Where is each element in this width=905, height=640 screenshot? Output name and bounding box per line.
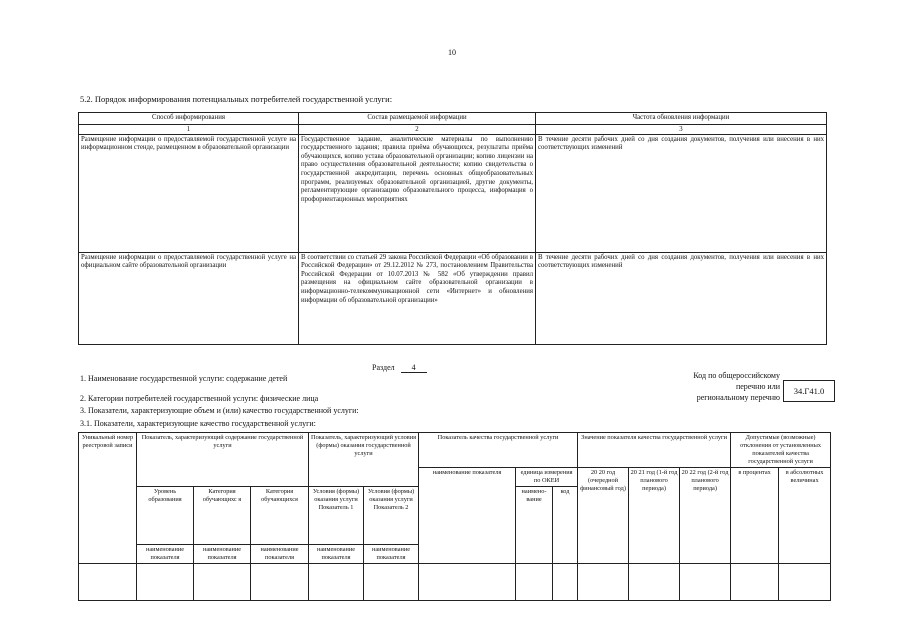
table-row — [79, 564, 831, 601]
quality-indicators-title: 3.1. Показатели, характеризующие качество государственной услуги: — [80, 419, 316, 428]
col-in-percent: в процентах — [731, 468, 779, 564]
col-unique: Уникальный номер реестровой записи — [79, 433, 137, 564]
row1-frequency: В течение десяти рабочих дней со дня создания документов, получения или внесения в них соответствующих изменений — [536, 134, 827, 252]
okv-label — [660, 370, 780, 403]
sub-condition1: Условия (формы) оказания услуги Показатель 1 — [309, 487, 364, 545]
okv-line2: перечню или — [735, 382, 780, 391]
razdel-label: Раздел — [372, 363, 395, 372]
sub-name-1: наименование показателя — [137, 545, 194, 564]
quality-table — [78, 432, 831, 601]
page-number: 10 — [448, 48, 456, 57]
service-name: 1. Наименование государственной услуги: содержание детей — [80, 374, 288, 383]
col-unit-code: код — [553, 487, 578, 564]
sub-name-4: наименование показателя — [309, 545, 364, 564]
informing-table — [78, 112, 827, 345]
sub-category1: Категория обучающихс я — [194, 487, 251, 545]
row2-frequency: В течение десяти рабочих дней со дня создания документов, получения или внесения в них соответствующих изменений — [536, 252, 827, 344]
table-row — [79, 134, 827, 252]
razdel-number: 4 — [401, 363, 427, 373]
okv-code: 34.Г41.0 — [783, 380, 835, 402]
index-1: 1 — [79, 124, 299, 134]
col-indicator-name: наименование показателя — [419, 468, 516, 564]
header-method: Способ информирования — [79, 113, 299, 125]
col-conditions-indicator: Показатель, характеризующий условия (формы) оказания государственной услуги — [309, 433, 419, 487]
row1-method: Размещение информации о предоставляемой государственной услуге на информационном стенде, размещенном в образовательной организации — [79, 134, 299, 252]
table-row — [79, 252, 827, 344]
sub-level: Уровень образования — [137, 487, 194, 545]
sub-category2: Категория обучающихся — [251, 487, 309, 545]
razdel — [372, 363, 427, 373]
row2-method: Размещение информации о предоставляемой государственной услуге на официальном сайте образовательной организации — [79, 252, 299, 344]
section-title: 5.2. Порядок информирования потенциальных потребителей государственной услуги: — [80, 94, 393, 104]
col-deviation: Допустимые (возможные) отклонения от установленных показателей качества государственной услуги — [731, 433, 831, 468]
row2-content: В соответствии со статьей 29 закона Российской Федерации «Об образовании в Российской Федерации» от 29.12.2012 № 273, постановлением Правительства Российской Федерации от 10.07.2013 № 582 «Об утверждении правил размещения на официальном сайте образовательной организации в информационно-телекоммуникационной сети «Интернет» и обновления информации об образовательной организации» — [299, 252, 536, 344]
row1-content: Государственное задание, аналитические материалы по выполнению государственного задания; правила приёма обучающихся, результаты приёма обучающихся, копию устава образовательной организации; копию лицензии на право осуществления образовательной деятельности; копию свидетельства о государственной аккредитации, перечень основных общеобразовательных программ, реализуемых образовательной организацией, другие документы, регламентирующие организацию образовательного процесса, информация о профориентационных мероприятиях — [299, 134, 536, 252]
okv-line3: региональному перечню — [696, 393, 780, 402]
col-unit-okei: единица измерения по ОКЕИ — [516, 468, 578, 487]
header-content: Состав размещаемой информации — [299, 113, 536, 125]
col-content-indicator: Показатель, характеризующий содержание государственной услуги — [137, 433, 309, 487]
col-in-absolute: в абсолютных величинах — [779, 468, 831, 564]
sub-condition2: Условия (формы) оказания услуги Показатель 2 — [364, 487, 419, 545]
consumer-category: 2. Категории потребителей государственной услуги: физические лица — [80, 394, 319, 403]
sub-name-2: наименование показателя — [194, 545, 251, 564]
indicators-title: 3. Показатели, характеризующие объем и (или) качество государственной услуги: — [80, 406, 359, 415]
index-3: 3 — [536, 124, 827, 134]
col-unit-name: наимено- вание — [516, 487, 553, 564]
col-year3: 20 22 год (2-й год планового периода) — [680, 468, 731, 564]
col-quality-indicator: Показатель качества государственной услуги — [419, 433, 578, 468]
col-value-indicator: Значение показателя качества государственной услуги — [578, 433, 731, 468]
sub-name-5: наименование показателя — [364, 545, 419, 564]
header-frequency: Частота обновления информации — [536, 113, 827, 125]
col-year1: 20 20 год (очередной финансовый год) — [578, 468, 629, 564]
okv-line1: Код по общероссийскому — [693, 371, 780, 380]
col-year2: 20 21 год (1-й год планового периода) — [629, 468, 680, 564]
sub-name-3: наименование показателя — [251, 545, 309, 564]
index-2: 2 — [299, 124, 536, 134]
